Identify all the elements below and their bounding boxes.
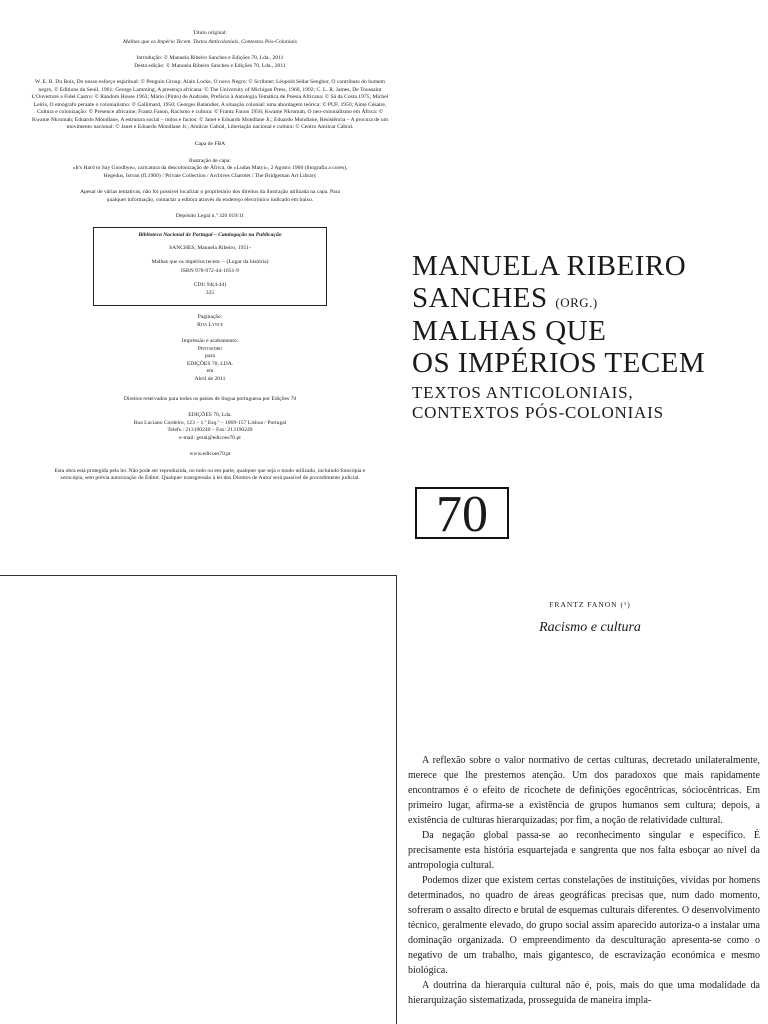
cover-subtitle-line-2: CONTEXTOS PÓS-COLONIAIS	[412, 403, 664, 423]
cip-cdu-2: 325	[205, 289, 215, 296]
cip-isbn: ISBN 978-972-44-1651-9	[181, 268, 239, 275]
intro-copyright: Introdução: © Manuela Ribeiro Sanches e Edições 70, Lda., 2011	[136, 55, 284, 62]
cover-org: (ORG.)	[555, 295, 598, 311]
credits: W. E. B. Du Bois, Do nosso esforço espiritual: © Penguin Group; Alain Locke, O novo Negro: © Scribner; Léopold Sédar Senghor, O contributo do homem negro, © Editions du Seuil, 1961; George Lamming, A presença africana: © The University of Michigan Press, 1960, 1992; C. L. R. James, De Toussaint L'Ouverture a Fidel Castro: © Random House 1963; Mário (Pinto) de Andrade, Prefácio à Antologia Temática de Poesia Africana: © Sá da Costa 1975; Michel Leiris, O etnógrafo perante o colonialismo: © Gallimard, 1950; Georges Balandier, A situação colonial: uma abordagem teórica: © PUF, 1950; Aimé Césaire, Cultura e colonização: © Présence africaine; Frantz Fanon, Racismo e cultura: © Frantz Fanon 1956; Kwame Nkrumah, O neo-colonialismo em África: © Kwame Nkrumah; Eduardo Mondlane, A estrutura social – mitos e factos: © Janet e Eduardo Mondlane Jr.; Eduardo Mondlane, Resistência – A procura de um movimento nacional: © Janet e Eduardo Mondlane Jr.; Amílcar Cabral, Libertação nacional e cultura: © Centro Amílcar Cabral.	[31, 79, 389, 131]
original-title-label: Título original:	[192, 30, 228, 36]
publisher-website: www.edicoes70.pt	[189, 451, 231, 458]
illustration-credit: «It's Hard to Say Goodbye», caricatura da descolonização de África, de «Ludas Matyi», 2 Agosto 1960 (litografia a cores), Hegedus, Istvan (fl.1960) / Private Collection / Archives Charmet / The Bridgeman Art Library	[72, 165, 348, 179]
cover-author-line-1: MANUELA RIBEIRO	[412, 250, 687, 282]
print-date: Abril de 2011	[194, 375, 226, 382]
cover-author-surname: SANCHES	[412, 282, 548, 315]
publisher-phone: Telefs.: 213190240 – Fax: 213190249	[167, 427, 253, 434]
legal-deposit: Depósito Legal n.º 326 619/11	[175, 213, 245, 220]
publisher-address: Rua Luciano Cordeiro, 123 – 1.º Esq.º – 1069-157 Lisboa / Portugal	[133, 419, 287, 426]
cover-credit: Capa de FBA	[194, 141, 226, 148]
cover-author-line-2	[412, 282, 762, 314]
pagination: Rita Lynce	[197, 321, 223, 328]
printing-label: Impressão e acabamento:	[181, 338, 239, 345]
essay-paragraph: A doutrina da hierarquia cultural não é, pois, mais do que uma modalidade da hierarquização sistematizada, prosseguida de maneira impla-	[408, 980, 760, 1006]
for-label: para	[205, 353, 215, 360]
legal-notice: Esta obra está protegida pela lei. Não pode ser reproduzida, no todo ou em parte, qualquer que seja o modo utilizado, incluindo fotocópia e xerocópia, sem prévia autorização do Editor. Qualquer transgressão à lei dos Direitos de Autor será passível de procedimento judicial.	[54, 467, 366, 482]
essay-paragraph: Da negação global passa-se ao reconhecimento singular e específico. É precisamente esta história esquartejada e sangrenta que nos falta esboçar ao nível da antropologia cultural.	[408, 830, 760, 871]
illustration-label: Ilustração de capa:	[189, 157, 231, 164]
publisher-logo: 70	[415, 487, 509, 539]
in-label: em	[206, 368, 214, 375]
book-cover	[412, 250, 762, 424]
cip-author: SANCHES, Manuela Ribeiro, 1951-	[169, 245, 251, 252]
publisher-name: EDIÇÕES 70, Lda.	[188, 412, 232, 419]
cover-title-line-1: MALHAS QUE	[412, 314, 607, 347]
publisher-caps: EDIÇÕES 70, LDA.	[186, 360, 234, 367]
colophon	[30, 30, 390, 487]
original-title: Malhas que os Império Tecem. Textos Anticoloniais, Contextos Pós-Coloniais	[123, 38, 297, 45]
rights-note: Apesar de várias tentativas, não foi possível localizar o proprietário dos direitos da ilustração utilizada na capa. Para qualquer informação, contactar a editora através do endereço electrónico indicado em baixo.	[80, 189, 340, 203]
cip-cdu: CDU 94(4-44)	[193, 282, 227, 289]
essay-paragraph: Podemos dizer que existem certas constelações de instituições, vividas por homens determinados, no quadro de áreas geográficas precisas que, num dado momento, sofreram o assalto directo e brutal de esquemas culturais diferentes. O desenvolvimento técnico, geralmente elevado, do grupo social assim aparecido autoriza-o a instalar uma dominação organizada. O empreendimento da desculturação apresenta-se como o negativo de um trabalho, mais gigantesco, de escravização económica e mesmo biológica.	[408, 875, 760, 976]
essay-title: Racismo e cultura	[539, 620, 641, 635]
rights-reserved: Direitos reservados para todos os países de língua portuguesa por Edições 70	[123, 395, 297, 402]
essay-author: FRANTZ FANON (¹)	[549, 600, 631, 609]
essay-paragraph: A reflexão sobre o valor normativo de certas culturas, decretado unilateralmente, merece que lhe prestemos atenção. Um dos paradoxos que mais rapidamente encontramos é o efeito de ricochete de definições egocêntricas, sóciocêntricas. Em primeiro lugar, afirma-se a existência de grupos humanos sem cultura; depois, a existência de culturas hierarquizadas; por fim, a noção de relatividade cultural.	[408, 755, 760, 826]
publisher-email: e-mail: geral@edicoes70.pt	[179, 434, 241, 441]
cip-book: Malhas que os impérios tecem. – (Lugar da história)	[151, 258, 269, 265]
cip-title: Biblioteca Nacional de Portugal – Catalogação na Publicação	[138, 231, 282, 238]
cip-box	[93, 227, 327, 306]
printer: Pentaedro	[197, 345, 223, 352]
essay-body	[408, 753, 760, 1008]
page-divider-vertical	[396, 575, 397, 1024]
edition-copyright: Desta edição: © Manuela Ribeiro Sanches e Edições 70, Lda., 2011	[134, 62, 286, 69]
cover-title-line-2: OS IMPÉRIOS TECEM	[412, 347, 706, 380]
cover-subtitle-line-1: TEXTOS ANTICOLONIAIS,	[412, 382, 634, 402]
page-divider-horizontal	[0, 575, 396, 576]
pagination-label: Paginação:	[197, 314, 223, 321]
